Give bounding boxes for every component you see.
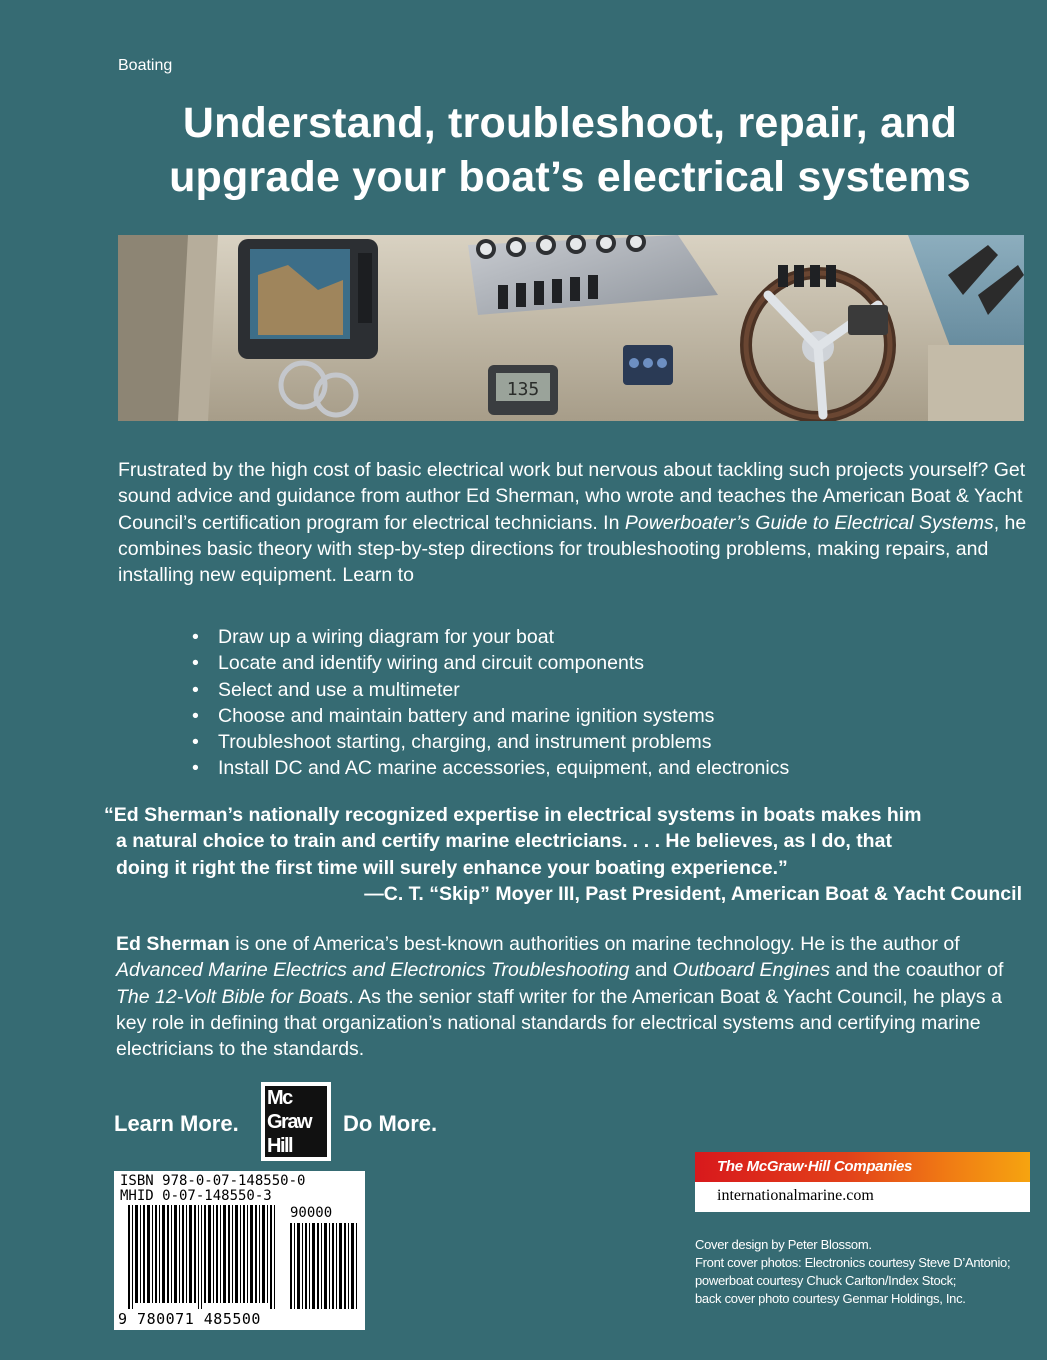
- isbn-text: ISBN 978-0-07-148550-0: [120, 1173, 306, 1189]
- ean-digits-text: 9 780071 485500: [118, 1310, 261, 1328]
- barcode-addon-icon: [290, 1223, 358, 1309]
- cover-credits: [695, 1236, 1010, 1308]
- credit-line-1: Cover design by Peter Blossom.: [695, 1237, 872, 1252]
- category-label: Boating: [118, 57, 173, 74]
- barcode-panel: [114, 1171, 365, 1330]
- learning-list: [192, 624, 789, 782]
- list-item: • Troubleshoot starting, charging, and instrument problems: [192, 729, 789, 755]
- barcode-main-icon: [128, 1205, 278, 1309]
- list-item: • Install DC and AC marine accessories, equipment, and electronics: [192, 755, 789, 781]
- logo-line-2: Graw: [267, 1111, 312, 1133]
- quote-line-3: doing it right the first time will surely enhance your boating experience.”: [116, 856, 788, 879]
- list-item: • Draw up a wiring diagram for your boat: [192, 624, 789, 650]
- logo-line-1: Mc: [267, 1087, 292, 1109]
- endorsement-quote: [104, 802, 1028, 907]
- list-item: • Choose and maintain battery and marine ignition systems: [192, 703, 789, 729]
- author-book-2: Outboard Engines: [672, 959, 830, 982]
- intro-text-2: , he combines basic theory with step-by-step directions for troubleshooting problems, making repairs, and installing new equipment. Learn to: [118, 511, 1027, 587]
- publisher-name: The McGraw·Hill Companies: [717, 1158, 913, 1175]
- publisher-banner: [695, 1152, 1030, 1182]
- slogan-learn-more: Learn More.: [114, 1111, 239, 1136]
- credit-line-4: back cover photo courtesy Genmar Holdings, Inc.: [695, 1291, 966, 1306]
- author-text-2: and: [629, 959, 673, 982]
- book-title: Powerboater’s Guide to Electrical Systems: [624, 511, 994, 534]
- headline: [110, 96, 1030, 204]
- credit-line-2: Front cover photos: Electronics courtesy Steve D’Antonio;: [695, 1255, 1011, 1270]
- list-item: • Locate and identify wiring and circuit components: [192, 650, 789, 676]
- quote-line-1: “Ed Sherman’s nationally recognized expertise in electrical systems in boats makes him: [104, 804, 922, 826]
- price-code-text: 90000: [290, 1205, 333, 1221]
- boat-dashboard-illustration: [118, 235, 1024, 421]
- mhid-text: MHID 0-07-148550-3: [120, 1188, 272, 1204]
- headline-line-1: Understand, troubleshoot, repair, and: [182, 99, 958, 147]
- quote-attribution: —C. T. “Skip” Moyer III, Past President, American Boat & Yacht Council: [364, 882, 1022, 905]
- intro-text-1: Frustrated by the high cost of basic electrical work but nervous about tackling such projects yourself? Get sound advice and guidance from author Ed Sherman, who wrote and teaches the American Boat & Yacht Council’s certification program for electrical technicians. In: [118, 459, 1026, 534]
- boat-dashboard-photo: [118, 235, 1024, 421]
- logo-line-3: Hill: [267, 1135, 293, 1157]
- author-book-1: Advanced Marine Electrics and Electronics Troubleshooting: [116, 959, 630, 982]
- autopilot-display-text: 135: [506, 379, 540, 400]
- list-item: • Select and use a multimeter: [192, 677, 789, 703]
- publisher-url-box: [695, 1182, 1030, 1212]
- author-text-3: and the coauthor of: [829, 959, 1004, 982]
- publisher-url[interactable]: internationalmarine.com: [717, 1187, 874, 1204]
- quote-line-2: a natural choice to train and certify marine electricians. . . . He believes, as I do, that: [116, 830, 892, 853]
- mcgraw-hill-logo: [261, 1082, 331, 1161]
- credit-line-3: powerboat courtesy Chuck Carlton/Index Stock;: [695, 1273, 957, 1288]
- author-text-4: . As the senior staff writer for the American Boat & Yacht Council, he plays a key role in defining that organization’s national standards for electrical systems and certifying marine electricians to the standards.: [116, 985, 1002, 1061]
- slogan-do-more: Do More.: [343, 1111, 438, 1136]
- author-book-3: The 12-Volt Bible for Boats: [116, 985, 349, 1008]
- intro-paragraph: [118, 457, 1028, 588]
- author-text-1: is one of America’s best-known authorities on marine technology. He is the author of: [229, 933, 960, 955]
- headline-line-2: upgrade your boat’s electrical systems: [169, 153, 971, 201]
- author-name: Ed Sherman: [116, 933, 230, 955]
- author-bio: [116, 931, 1028, 1062]
